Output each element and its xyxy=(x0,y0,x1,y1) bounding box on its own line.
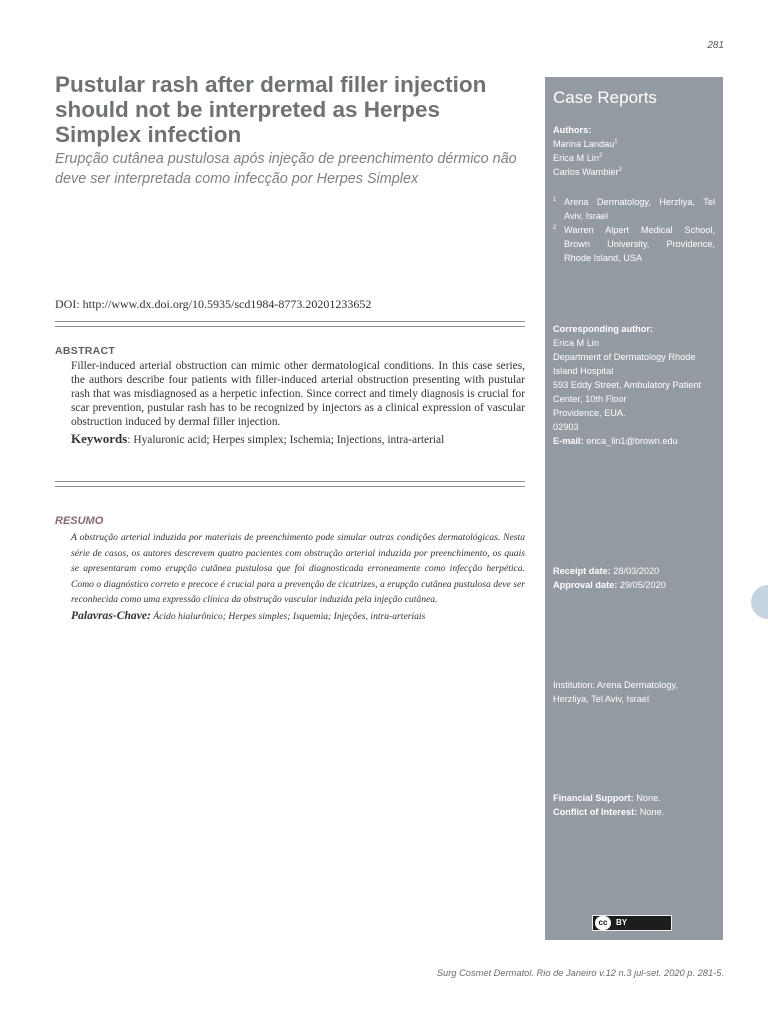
resumo-text: A obstrução arterial induzida por materiais de preenchimento pode simular outras condições dermatológicas. Nesta série de casos, os autores descrevem quatro pacientes com obstrução arterial induzida por preenchimento, os quais se apresentaram como erupção cutânea pustulosa que foi diagnosticada erroneamente como infecção herpética. Como o diagnóstico correto e precoce é crucial para a prevenção de cicatrizes, a erupção cutânea pustulosa deve ser reconhecida como uma expressão clínica da obstrução vascular induzida pela injeção cutânea. xyxy=(71,532,525,605)
email-link[interactable]: erica_lin1@brown.edu xyxy=(583,436,678,446)
dates-block xyxy=(553,564,715,592)
receipt-label: Receipt date: xyxy=(553,566,611,576)
authors-label: Authors: xyxy=(553,125,592,135)
page-number: 281 xyxy=(707,40,724,51)
authors-block xyxy=(553,123,715,179)
corresponding-city: Providence, EUA. xyxy=(553,408,626,418)
conflict-value: None. xyxy=(637,807,665,817)
keywords-label: Keywords xyxy=(71,431,128,446)
article-subtitle: Erupção cutânea pustulosa após injeção de preenchimento dérmico não deve ser interpretada como infecção por Herpes Simplex xyxy=(55,151,517,187)
affiliation: 2 Warren Alpert Medical School, Brown University, Providence, Rhode Island, USA xyxy=(553,225,715,263)
cc-by-label: BY xyxy=(616,918,628,927)
footer-citation: Surg Cosmet Dermatol. Rio de Janeiro v.12 n.3 jul-set. 2020 p. 281-5. xyxy=(436,968,724,978)
palavras-chave-label: Palavras-Chave: xyxy=(71,608,151,622)
article-title: Pustular rash after dermal filler injection should not be interpreted as Herpes Simplex infection xyxy=(55,72,487,147)
side-tab[interactable] xyxy=(751,585,768,619)
abstract-heading: ABSTRACT xyxy=(55,345,116,357)
receipt-date: 28/03/2020 xyxy=(610,566,660,576)
approval-label: Approval date: xyxy=(553,580,618,590)
palavras-chave-line xyxy=(71,609,525,622)
corresponding-zip: 02903 xyxy=(553,422,579,432)
keywords-text: : Hyaluronic acid; Herpes simplex; Ischemia; Injections, intra-arterial xyxy=(127,434,445,446)
support-block xyxy=(553,791,715,819)
author-name: Erica M Lin$^2$ xyxy=(553,152,603,163)
corresponding-block xyxy=(553,322,715,448)
email-line: E-mail: erica_lin1@brown.edu xyxy=(553,436,678,446)
palavras-chave-text: Ácido hialurônico; Herpes simples; Isquemia; Injeções, intra-arteriais xyxy=(150,610,426,622)
corresponding-label: Corresponding author: xyxy=(553,324,654,334)
doi-line: DOI: http://www.dx.doi.org/10.5935/scd1984-8773.20201233652 xyxy=(55,297,372,311)
author-name: Marina Landau$^1$ xyxy=(553,138,618,149)
title-block xyxy=(55,72,525,189)
resumo-section xyxy=(55,515,525,622)
abstract-text: Filler-induced arterial obstruction can mimic other dermatological conditions. In this case series, the authors describe four patients with filler-induced arterial obstruction presenting with pustular rash that was misdiagnosed as a herpetic infection. Since correct and timely diagnosis is crucial for scar prevention, pustular rash has to be recognized by injectors as a clinical expression of vascular obstruction induced by dermal filler injection. xyxy=(71,360,525,428)
corresponding-name: Erica M Lin xyxy=(553,338,599,348)
abstract-section xyxy=(55,345,525,447)
conflict-label: Conflict of Interest: xyxy=(553,807,638,817)
affiliation: 1 Arena Dermatology, Herzliya, Tel Aviv, Israel xyxy=(553,197,715,221)
financial-value: None. xyxy=(633,793,661,803)
financial-label: Financial Support: xyxy=(553,793,634,803)
divider xyxy=(55,481,525,487)
keywords-line xyxy=(71,431,525,447)
author-name: Carlos Wambier$^2$ xyxy=(553,166,622,177)
section-title: Case Reports xyxy=(553,88,657,107)
corresponding-street: 593 Eddy Street, Ambulatory Patient Center, 10th Floor xyxy=(553,380,702,404)
article-info-sidebar xyxy=(545,77,723,940)
cc-license-badge[interactable] xyxy=(592,915,672,931)
resumo-heading: RESUMO xyxy=(55,515,104,527)
approval-date: 29/05/2020 xyxy=(617,580,666,590)
divider xyxy=(55,321,525,327)
institution-line: Institution: Arena Dermatology, Herzliya, Tel Aviv, Israel xyxy=(553,680,678,704)
corresponding-dept: Department of Dermatology Rhode Island Hospital xyxy=(553,352,696,376)
affiliations-block xyxy=(553,195,715,265)
cc-icon: cc xyxy=(595,916,611,930)
